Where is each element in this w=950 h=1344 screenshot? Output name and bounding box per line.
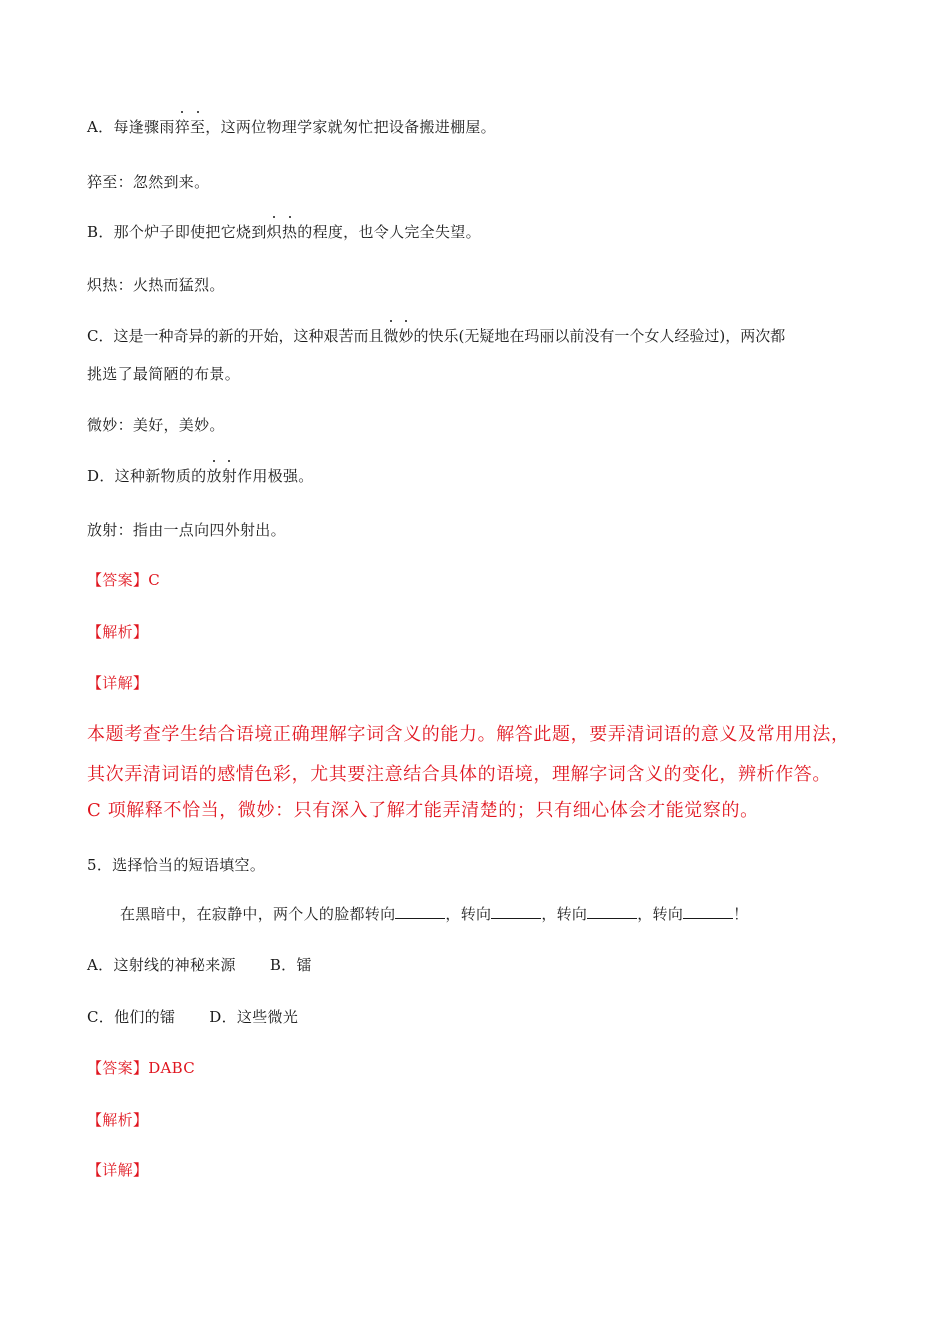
- sentence-part: 在黑暗中，在寂静中，两个人的脸都转向: [120, 905, 396, 923]
- q5-prompt: [87, 855, 265, 875]
- q5-detail-label: 【详解】: [87, 1161, 149, 1179]
- option-text-before: 这种新物质的: [114, 467, 207, 485]
- answer-value: DABC: [148, 1059, 196, 1077]
- option-text-before: 那个炉子即使把它烧到: [113, 223, 267, 241]
- q4-option-a-gloss: 猝至：忽然到来。: [87, 173, 210, 191]
- option-a-text: 这射线的神秘来源: [113, 956, 236, 974]
- emphasis-char: 射: [221, 467, 238, 485]
- option-text-after: 的快乐(无疑地在玛丽以前没有一个女人经验过)，两次都: [413, 327, 786, 345]
- q5-sentence: [120, 904, 748, 924]
- fill-blank-3[interactable]: [587, 904, 637, 919]
- sentence-part: ，转向: [541, 905, 588, 923]
- q4-option-b: [87, 222, 481, 242]
- q4-answer: [87, 570, 160, 590]
- option-label: C．: [87, 327, 114, 345]
- option-text-before: 每逢骤雨: [113, 118, 175, 136]
- option-d-text: 这些微光: [236, 1008, 299, 1026]
- q5-answer: [87, 1058, 195, 1078]
- q4-detail-label: 【详解】: [87, 674, 149, 692]
- answer-value: C: [148, 571, 160, 589]
- option-a-label: A．: [87, 956, 114, 974]
- option-c-text: 他们的镭: [114, 1008, 176, 1026]
- emphasis-char: 猝: [174, 118, 190, 136]
- sentence-part: ，转向: [445, 905, 492, 923]
- q4-detail-line-2: 其次弄清词语的感情色彩，尤其要注意结合具体的语境，理解字词含义的变化，辨析作答。: [87, 764, 831, 785]
- option-label: B．: [87, 223, 114, 241]
- option-text-before: 这是一种奇异的新的开始，这种艰苦而且: [113, 327, 384, 345]
- option-text-after: ，这两位物理学家就匆忙把设备搬进棚屋。: [205, 118, 496, 136]
- sentence-part: ！: [733, 905, 749, 923]
- question-number: 5．: [87, 856, 113, 874]
- option-d-label: D．: [209, 1008, 237, 1026]
- fill-blank-4[interactable]: [683, 904, 733, 919]
- question-prompt: 选择恰当的短语填空。: [112, 856, 266, 874]
- option-b-text: 镭: [296, 956, 312, 974]
- emphasis-char: 微: [383, 327, 399, 345]
- sentence-part: ，转向: [637, 905, 684, 923]
- emphasis-char: 至: [189, 118, 206, 136]
- q5-options-row-1: [87, 955, 312, 975]
- option-label: A．: [87, 118, 114, 136]
- emphasis-char: 妙: [398, 327, 414, 345]
- emphasis-char: 放: [206, 467, 222, 485]
- option-c-label: C．: [87, 1008, 115, 1026]
- q4-option-c-gloss: 微妙：美好，美妙。: [87, 416, 225, 434]
- q5-analysis-label: 【解析】: [87, 1111, 149, 1129]
- option-label: D．: [87, 467, 115, 485]
- option-b-label: B．: [269, 956, 297, 974]
- q4-option-d: [87, 466, 314, 486]
- q4-analysis-label: 【解析】: [87, 623, 149, 641]
- emphasis-char: 热: [281, 223, 298, 241]
- q4-option-a: [87, 117, 496, 137]
- fill-blank-1[interactable]: [395, 904, 445, 919]
- q4-option-b-gloss: 炽热：火热而猛烈。: [87, 276, 225, 294]
- q5-options-row-2: [87, 1007, 298, 1027]
- fill-blank-2[interactable]: [491, 904, 541, 919]
- answer-label: 【答案】: [87, 1059, 149, 1077]
- q4-detail-line-3: C 项解释不恰当，微妙：只有深入了解才能弄清楚的；只有细心体会才能觉察的。: [87, 800, 759, 821]
- q4-option-c: [87, 326, 785, 346]
- emphasis-char: 炽: [266, 223, 282, 241]
- answer-label: 【答案】: [87, 571, 149, 589]
- q4-option-c-continuation: 挑选了最简陋的布景。: [87, 365, 241, 383]
- q4-option-d-gloss: 放射：指由一点向四外射出。: [87, 521, 286, 539]
- option-text-after: 的程度，也令人完全失望。: [297, 223, 481, 241]
- option-text-after: 作用极强。: [237, 467, 314, 485]
- q4-detail-line-1: 本题考查学生结合语境正确理解字词含义的能力。解答此题，要弄清词语的意义及常用用法，: [87, 724, 850, 745]
